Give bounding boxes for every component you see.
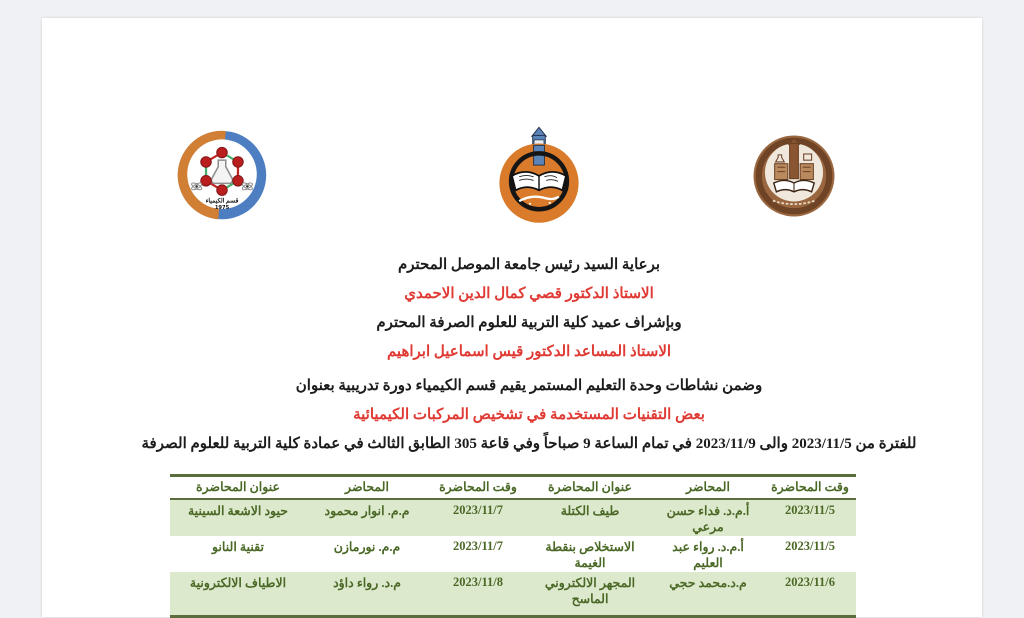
course-period-line: للفترة من 2023/11/5 والى 2023/11/9 في تمام الساعة 9 صباحاً وفي قاعة 305 الطابق الثالث في عمادة كلية التربية للعلوم الصرفة — [141, 436, 917, 452]
chem-logo-title: قسم الكيمياء — [205, 198, 239, 205]
table-cell: 2023/11/6 — [764, 572, 856, 616]
table-cell: الاطياف الالكترونية — [170, 572, 306, 616]
president-name: الاستاذ الدكتور قصي كمال الدين الاحمدي — [404, 286, 654, 302]
course-intro-line: وضمن نشاطات وحدة التعليم المستمر يقيم قسم الكيمياء دورة تدريبية بعنوان — [295, 378, 763, 394]
table-cell: 2023/11/5 — [764, 499, 856, 536]
table-cell: طيف الكتلة — [528, 499, 652, 536]
document-page — [42, 18, 982, 617]
announcement-text — [42, 251, 982, 459]
table-header-row — [170, 476, 856, 500]
table-cell: 2023/11/8 — [428, 572, 528, 616]
table-cell: 2023/11/7 — [452, 539, 503, 553]
table-row — [170, 572, 856, 616]
column-header: المحاضر — [652, 476, 764, 500]
table-cell: 2023/11/5 — [784, 539, 835, 553]
table-cell: تقنية النانو — [212, 540, 264, 554]
university-of-mosul-logo — [494, 120, 584, 230]
table-cell: 2023/11/7 — [428, 499, 528, 536]
table-cell: م.م. انوار محمود — [306, 499, 428, 536]
chem-logo-year: 1975 — [214, 204, 230, 211]
patronage-line: برعاية السيد رئيس جامعة الموصل المحترم — [397, 257, 661, 273]
table-cell: حيود الاشعة السينية — [170, 499, 306, 536]
column-header: عنوان المحاضرة — [528, 476, 652, 500]
table-cell: أ.م.د. فداء حسن مرعي — [652, 499, 764, 536]
table-row — [170, 499, 856, 536]
table-cell: المجهر الالكتروني الماسح — [528, 572, 652, 616]
column-header: عنوان المحاضرة — [170, 476, 306, 500]
column-header: وقت المحاضرة — [428, 476, 528, 500]
column-header: وقت المحاضرة — [764, 476, 856, 500]
lecture-schedule-table — [170, 474, 856, 618]
table-row — [170, 536, 856, 572]
table-cell: م.م. نورمازن — [333, 540, 401, 554]
dean-name: الاستاذ المساعد الدكتور قيس اسماعيل ابراهيم — [386, 344, 672, 360]
table-cell: الاستخلاص بنقطة الغيمة — [545, 540, 635, 570]
supervision-line: وبإشراف عميد كلية التربية للعلوم الصرفة المحترم — [376, 315, 682, 331]
course-title: بعض التقنيات المستخدمة في تشخيص المركبات الكيميائية — [353, 407, 705, 423]
chemistry-department-logo — [175, 128, 269, 226]
table-cell: م.د. رواء داؤد — [306, 572, 428, 616]
college-of-education-logo — [750, 130, 838, 222]
column-header: المحاضر — [306, 476, 428, 500]
table-cell: أ.م.د. رواء عبد العليم — [672, 540, 744, 570]
table-cell: م.د.محمد حجي — [652, 572, 764, 616]
